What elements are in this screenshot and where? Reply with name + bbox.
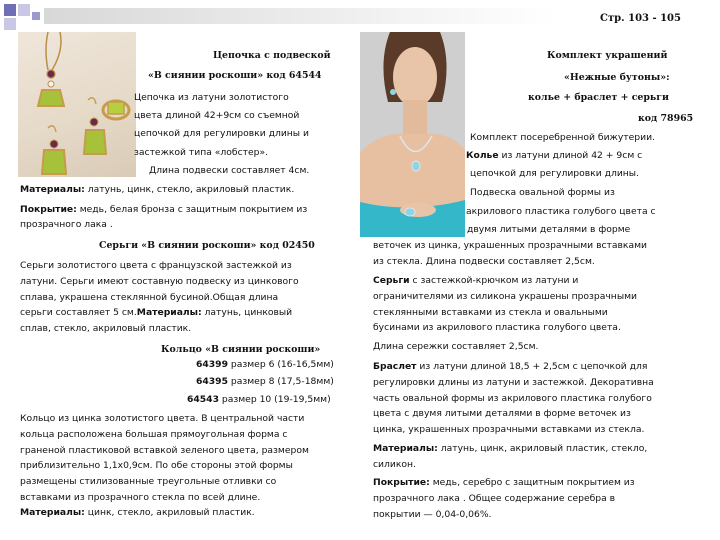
- right-earrings-line: бусинами из акрилового пластика голубого цвета.: [373, 322, 621, 333]
- earrings-label: Серьги: [373, 275, 410, 286]
- ring-desc-line: кольца расположена большая прямоугольная форма с: [20, 429, 288, 440]
- pendant-desc-line: Подвеска овальной формы из: [470, 187, 615, 198]
- left-coating-line: прозрачного лака .: [20, 219, 113, 230]
- materials-label: Материалы:: [136, 307, 202, 318]
- coating-value: медь, серебро с защитным покрытием из: [429, 477, 635, 488]
- necklace-value: из латуни длиной 42 + 9см с: [498, 150, 643, 161]
- ring-desc-line: размещены стилизованные треугольные отливки со: [20, 476, 277, 487]
- materials-value: цинк, стекло, акриловый пластик.: [84, 507, 255, 518]
- bracelet-desc-line: регулировки длины из латуни и застежкой. Декоративна: [373, 377, 654, 388]
- necklace-desc: [466, 148, 642, 164]
- ring-size: [196, 374, 334, 390]
- decorative-square: [4, 4, 16, 16]
- ring-size: [187, 392, 331, 408]
- coating-label: Покрытие:: [20, 204, 77, 215]
- right-earrings-line: стеклянными вставками из стекла и овальными: [373, 307, 608, 318]
- necklace-desc-line: цепочкой для регулировки длины.: [470, 168, 639, 179]
- ring-size-text: размер 6 (16-16,5мм): [227, 359, 334, 370]
- ring-desc-line: Кольцо из цинка золотистого цвета. В центральной части: [20, 413, 305, 424]
- ring-code: 64399: [196, 359, 228, 370]
- bracelet-desc-line: цвета с двумя литыми деталями в форме веточек из: [373, 408, 631, 419]
- necklace-label: Колье: [466, 150, 499, 161]
- right-coating-line: покрытии — 0,04-0,06%.: [373, 509, 492, 520]
- left-desc-line: Цепочка из латуни золотистого: [134, 92, 289, 103]
- bracelet-label: Браслет: [373, 361, 417, 372]
- decorative-square: [18, 4, 30, 16]
- right-product-title: Комплект украшений: [547, 50, 668, 61]
- pendant-desc-line: веточек из цинка, украшенных прозрачными вставками: [373, 240, 648, 251]
- bracelet-value: из латуни длиной 18,5 + 2,5см с цепочкой для: [416, 361, 648, 372]
- decorative-square: [4, 18, 16, 30]
- right-coating-line: прозрачного лака . Общее содержание серебра в: [373, 493, 616, 504]
- ring-size-text: размер 8 (17,5-18мм): [227, 376, 334, 387]
- right-earrings-line: ограничителями из силикона украшены прозрачными: [373, 291, 637, 302]
- coating-label: Покрытие:: [373, 477, 430, 488]
- model-photo: [360, 32, 465, 237]
- right-earrings-length: Длина сережки составляет 2,5см.: [373, 341, 539, 352]
- earrings-value: с застежкой-крючком из латуни и: [409, 275, 579, 286]
- bracelet-desc-line: цинка, украшенных прозрачными вставками из стекла.: [373, 424, 645, 435]
- ring-code: 64543: [187, 394, 219, 405]
- left-desc-line: застежкой типа «лобстер».: [134, 147, 268, 158]
- jewelry-set-photo: [18, 32, 136, 177]
- right-earrings-desc: [373, 273, 578, 289]
- materials-label: Материалы:: [20, 507, 85, 518]
- decorative-square: [32, 12, 40, 20]
- materials-value: латунь, цинковый: [201, 307, 293, 318]
- earrings-desc-line: сплав, стекло, акриловый пластик.: [20, 323, 192, 334]
- earrings-length: серьги составляет 5 см.: [20, 307, 137, 318]
- materials-label: Материалы:: [20, 184, 85, 195]
- materials-label: Материалы:: [373, 443, 438, 454]
- ring-desc-line: граненой пластиковой вставкой зеленого цвета, размером: [20, 445, 309, 456]
- right-product-subtitle: «Нежные бутоны»:: [564, 72, 670, 83]
- left-product-title: Цепочка с подвеской: [213, 50, 331, 61]
- earrings-desc-line: [20, 305, 292, 321]
- left-desc-line: Длина подвески составляет 4см.: [149, 165, 310, 176]
- left-materials: [20, 182, 294, 198]
- ring-size: [196, 357, 334, 373]
- pendant-desc-line: из стекла. Длина подвески составляет 2,5см.: [373, 256, 595, 267]
- earrings-title: Серьги «В сиянии роскоши» код 02450: [99, 240, 315, 251]
- page-reference: Стр. 103 - 105: [600, 13, 681, 24]
- header-bar: [44, 8, 556, 24]
- ring-materials: [20, 505, 255, 521]
- coating-value: медь, белая бронза с защитным покрытием из: [76, 204, 308, 215]
- ring-desc-line: вставками из прозрачного стекла по всей длине.: [20, 492, 261, 503]
- materials-value: латунь, цинк, стекло, акриловый пластик.: [84, 184, 295, 195]
- right-intro: Комплект посеребренной бижутерии.: [470, 132, 655, 143]
- ring-code: 64395: [196, 376, 228, 387]
- left-coating: [20, 202, 307, 218]
- left-desc-line: цепочкой для регулировки длины и: [134, 128, 309, 139]
- right-product-code: код 78965: [638, 113, 694, 124]
- left-product-subtitle: «В сиянии роскоши» код 64544: [148, 70, 322, 81]
- right-materials-line: силикон.: [373, 459, 416, 470]
- right-materials: [373, 441, 647, 457]
- left-desc-line: цвета длиной 42+9см со съемной: [134, 110, 300, 121]
- pendant-desc-line: акрилового пластика голубого цвета с: [466, 206, 656, 217]
- ring-size-text: размер 10 (19-19,5мм): [218, 394, 331, 405]
- bracelet-desc-line: часть овальной формы из акрилового пластика голубого: [373, 393, 652, 404]
- ring-desc-line: приблизительно 1,1х0,9см. По обе стороны этой формы: [20, 460, 293, 471]
- earrings-desc-line: Серьги золотистого цвета с французской застежкой из: [20, 260, 292, 271]
- right-coating: [373, 475, 635, 491]
- right-product-items: колье + браслет + серьги: [528, 92, 669, 103]
- ring-title: Кольцо «В сиянии роскоши»: [161, 344, 321, 355]
- earrings-desc-line: латуни. Серьги имеют составную подвеску из цинкового: [20, 276, 299, 287]
- bracelet-desc: [373, 359, 647, 375]
- earrings-desc-line: сплава, украшена стеклянной бусиной.Общая длина: [20, 292, 279, 303]
- materials-value: латунь, цинк, акриловый пластик, стекло,: [437, 443, 648, 454]
- pendant-desc-line: двумя литыми деталями в форме: [467, 224, 631, 235]
